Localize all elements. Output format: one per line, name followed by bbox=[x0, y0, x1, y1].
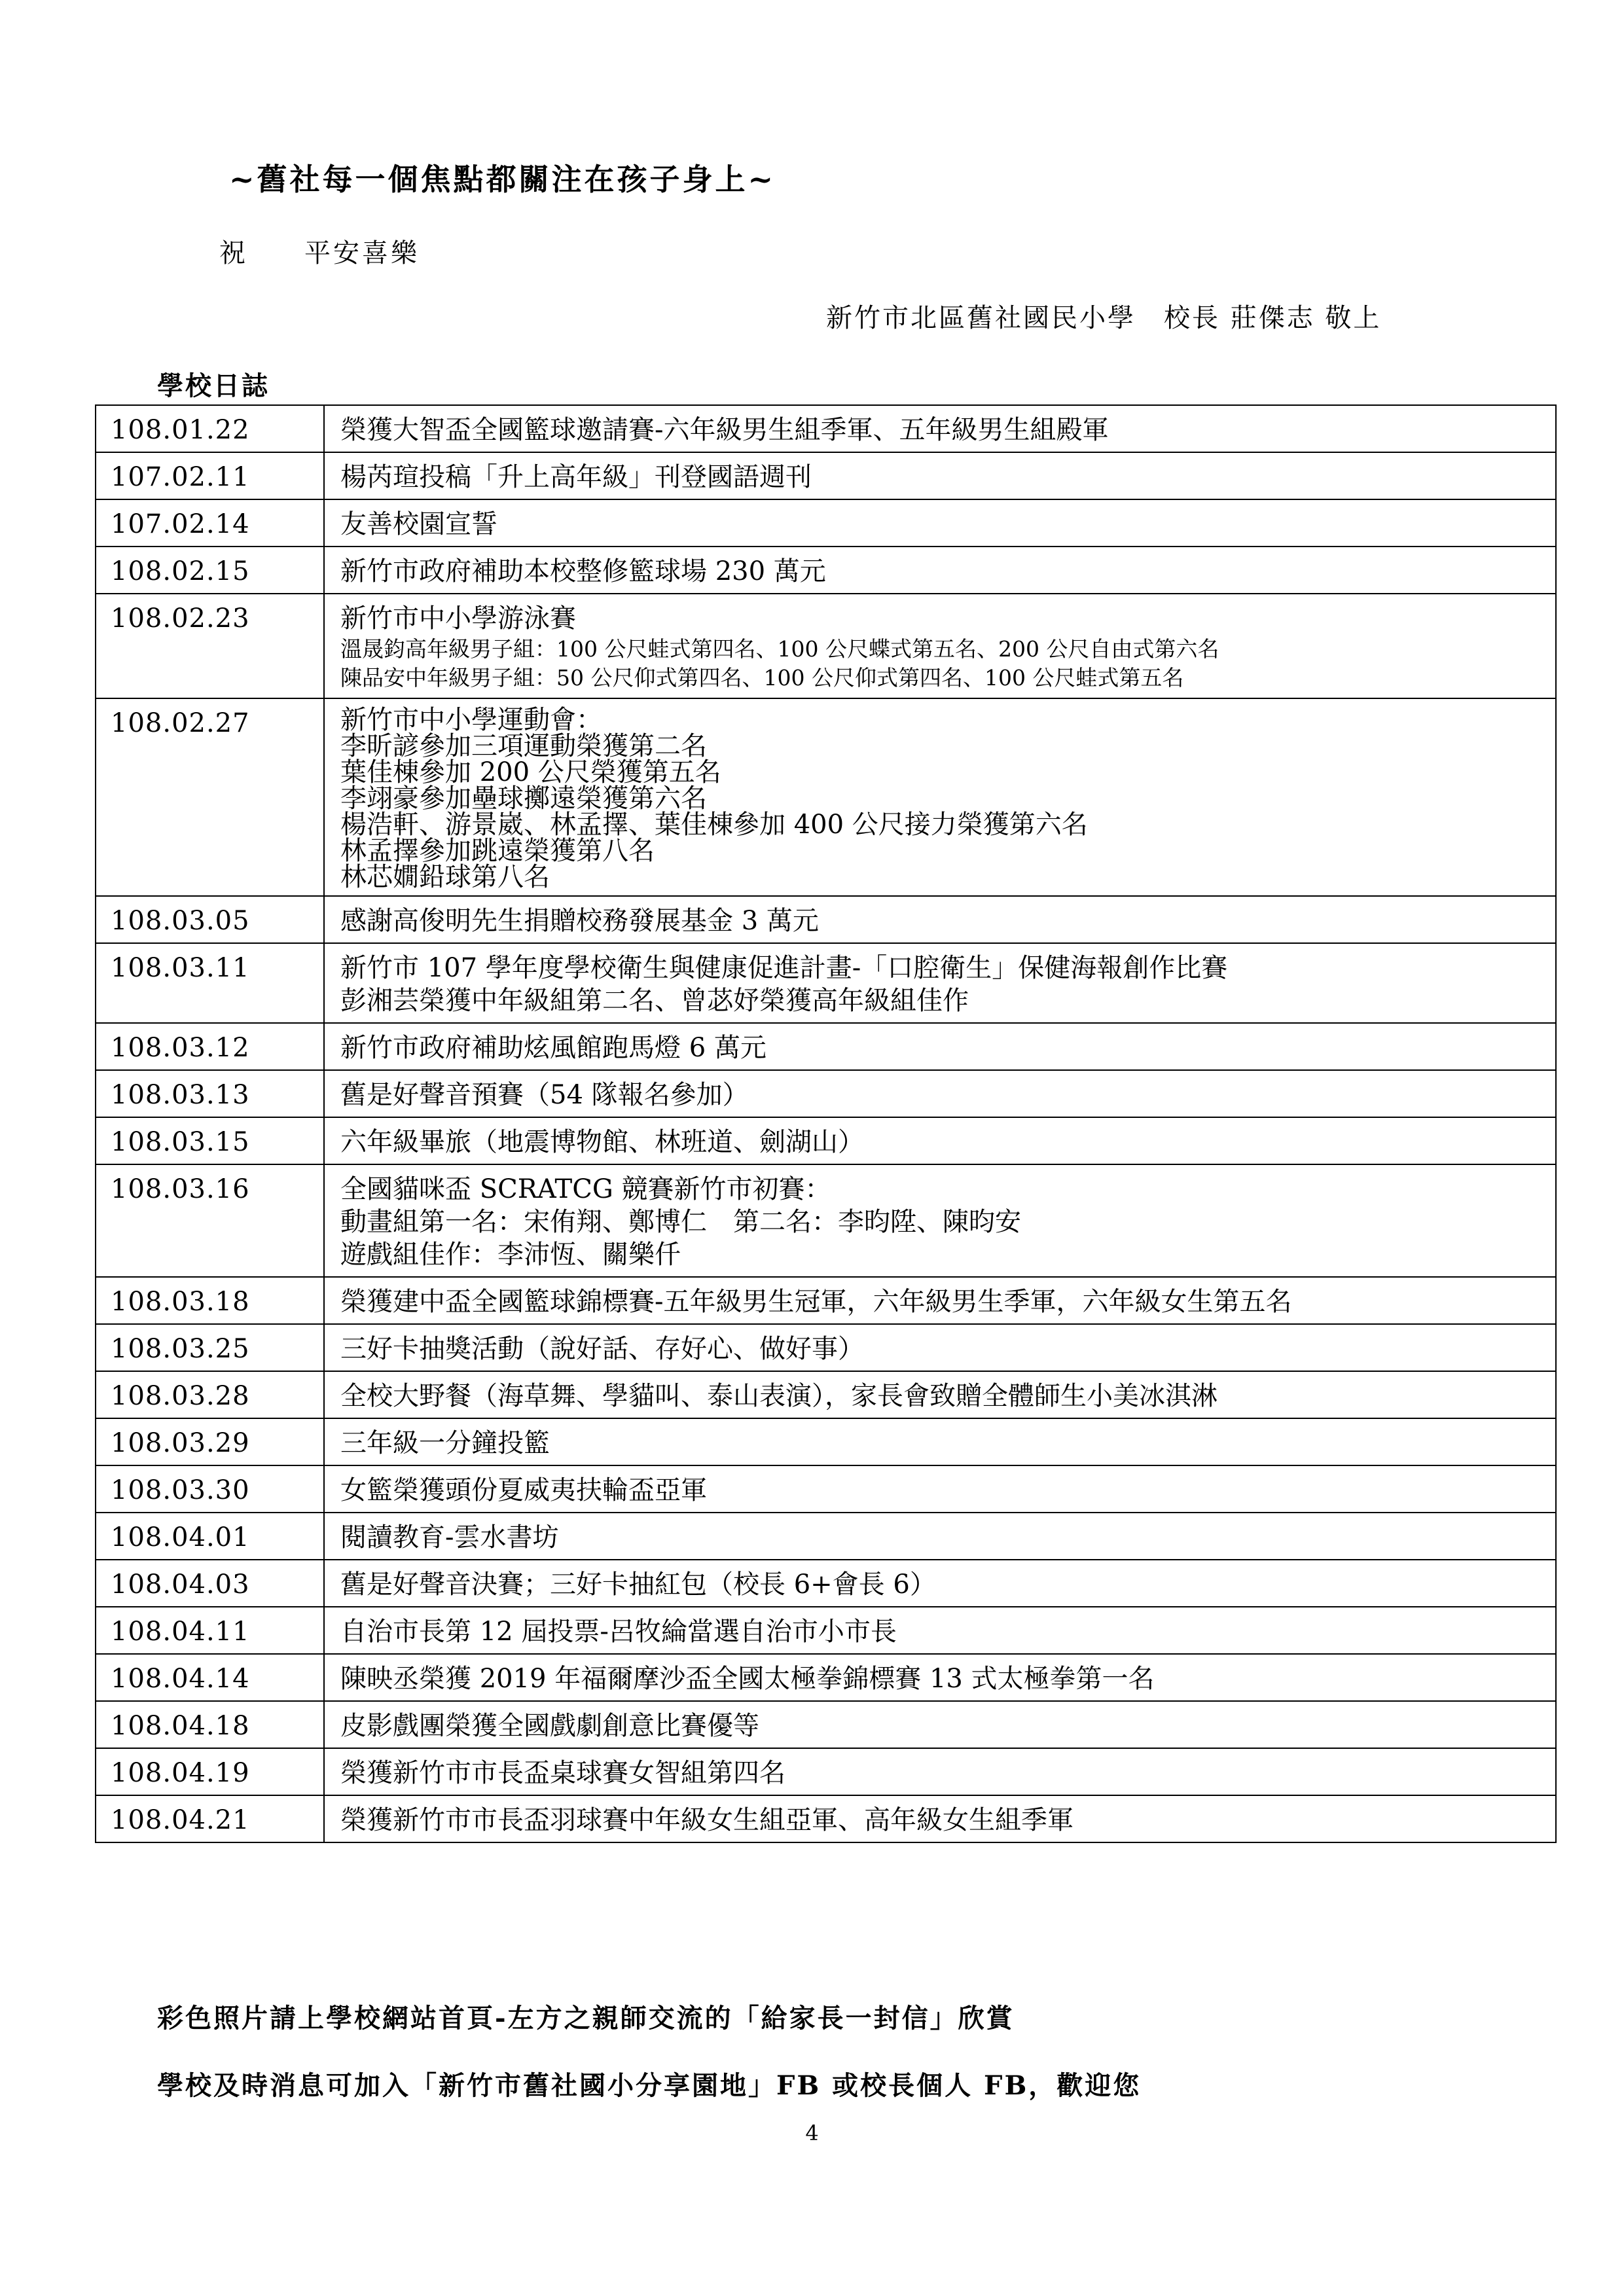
event-line: 六年級畢旅（地震博物館、林班道、劍湖山） bbox=[340, 1127, 864, 1157]
table-row bbox=[96, 405, 1556, 452]
row-event bbox=[324, 698, 1556, 896]
event-line: 李翊豪參加壘球擲遠榮獲第六名 bbox=[340, 783, 707, 814]
table-row bbox=[96, 1070, 1556, 1117]
row-event bbox=[324, 1465, 1556, 1513]
table-row bbox=[96, 1701, 1556, 1748]
event-line: 新竹市政府補助本校整修籃球場 230 萬元 bbox=[340, 556, 826, 586]
row-date: 108.04.14 bbox=[96, 1654, 324, 1701]
table-row bbox=[96, 594, 1556, 698]
event-line: 彭湘芸榮獲中年級組第二名、曾苾妤榮獲高年級組佳作 bbox=[340, 986, 969, 1016]
row-event bbox=[324, 594, 1556, 698]
row-date: 108.04.18 bbox=[96, 1701, 324, 1748]
event-line: 新竹市中小學運動會： bbox=[340, 705, 602, 735]
event-line: 榮獲建中盃全國籃球錦標賽-五年級男生冠軍，六年級男生季軍，六年級女生第五名 bbox=[340, 1287, 1292, 1317]
event-line: 皮影戲團榮獲全國戲劇創意比賽優等 bbox=[340, 1711, 759, 1741]
table-row bbox=[96, 1654, 1556, 1701]
row-event bbox=[324, 405, 1556, 452]
row-date: 107.02.11 bbox=[96, 452, 324, 499]
table-row bbox=[96, 1465, 1556, 1513]
greeting-word: 祝 bbox=[219, 238, 248, 268]
event-line: 楊浩軒、游景崴、林孟擇、葉佳棟參加 400 公尺接力榮獲第六名 bbox=[340, 810, 1088, 840]
row-date: 108.04.21 bbox=[96, 1795, 324, 1842]
table-row bbox=[96, 1560, 1556, 1607]
row-date: 108.03.29 bbox=[96, 1418, 324, 1465]
table-row bbox=[96, 698, 1556, 896]
event-line: 全校大野餐（海草舞、學貓叫、泰山表演），家長會致贈全體師生小美冰淇淋 bbox=[340, 1381, 1218, 1411]
row-event bbox=[324, 896, 1556, 943]
row-date: 108.03.28 bbox=[96, 1371, 324, 1418]
event-line: 閱讀教育-雲水書坊 bbox=[340, 1522, 559, 1552]
event-line: 林芯嫺鉛球第八名 bbox=[340, 862, 550, 892]
event-line: 自治市長第 12 屆投票-呂牧綸當選自治市小市長 bbox=[340, 1617, 897, 1647]
row-date: 107.02.14 bbox=[96, 499, 324, 547]
event-line: 遊戲組佳作：李沛恆、關樂仟 bbox=[340, 1240, 681, 1270]
event-line: 榮獲大智盃全國籃球邀請賽-六年級男生組季軍、五年級男生組殿軍 bbox=[340, 415, 1109, 445]
event-detail-line: 溫晟鈞高年級男子組：100 公尺蛙式第四名、100 公尺蝶式第五名、200 公尺自由式第六名 bbox=[340, 636, 1219, 662]
table-row bbox=[96, 1513, 1556, 1560]
row-event bbox=[324, 1748, 1556, 1795]
table-row bbox=[96, 499, 1556, 547]
event-line: 三好卡抽獎活動（說好話、存好心、做好事） bbox=[340, 1334, 864, 1364]
row-date: 108.03.15 bbox=[96, 1117, 324, 1164]
event-line: 新竹市 107 學年度學校衛生與健康促進計畫-「口腔衛生」保健海報創作比賽 bbox=[340, 953, 1228, 983]
photo-note: 彩色照片請上學校網站首頁-左方之親師交流的「給家長一封信」欣賞 bbox=[157, 2003, 1015, 2034]
row-date: 108.04.03 bbox=[96, 1560, 324, 1607]
diary-title: 學校日誌 bbox=[157, 370, 270, 401]
event-line: 楊芮瑄投稿「升上高年級」刊登國語週刊 bbox=[340, 462, 812, 492]
event-line: 感謝高俊明先生捐贈校務發展基金 3 萬元 bbox=[340, 906, 819, 936]
row-event bbox=[324, 1607, 1556, 1654]
event-line: 舊是好聲音決賽；三好卡抽紅包（校長 6+會長 6） bbox=[340, 1570, 936, 1600]
row-date: 108.03.18 bbox=[96, 1277, 324, 1324]
row-event bbox=[324, 1164, 1556, 1277]
event-line: 三年級一分鐘投籃 bbox=[340, 1428, 550, 1458]
row-event bbox=[324, 499, 1556, 547]
row-date: 108.04.01 bbox=[96, 1513, 324, 1560]
event-line: 陳映丞榮獲 2019 年福爾摩沙盃全國太極拳錦標賽 13 式太極拳第一名 bbox=[340, 1664, 1155, 1694]
table-row bbox=[96, 1748, 1556, 1795]
signature: 新竹市北區舊社國民小學 校長 莊傑志 敬上 bbox=[826, 303, 1382, 333]
row-event bbox=[324, 1513, 1556, 1560]
facebook-note: 學校及時消息可加入「新竹市舊社國小分享園地」FB 或校長個人 FB，歡迎您 bbox=[157, 2070, 1142, 2101]
greeting bbox=[219, 232, 420, 270]
row-event bbox=[324, 943, 1556, 1023]
row-date: 108.04.19 bbox=[96, 1748, 324, 1795]
event-line: 女籃榮獲頭份夏威夷扶輪盃亞軍 bbox=[340, 1475, 707, 1505]
row-date: 108.02.15 bbox=[96, 547, 324, 594]
row-event bbox=[324, 1371, 1556, 1418]
table-row bbox=[96, 1371, 1556, 1418]
event-line: 葉佳棟參加 200 公尺榮獲第五名 bbox=[340, 757, 721, 787]
row-event bbox=[324, 452, 1556, 499]
event-line: 林孟擇參加跳遠榮獲第八名 bbox=[340, 836, 655, 866]
row-date: 108.03.11 bbox=[96, 943, 324, 1023]
row-date: 108.03.25 bbox=[96, 1324, 324, 1371]
row-event bbox=[324, 1654, 1556, 1701]
row-event bbox=[324, 1277, 1556, 1324]
event-detail-line: 陳品安中年級男子組：50 公尺仰式第四名、100 公尺仰式第四名、100 公尺蛙式第五名 bbox=[340, 665, 1184, 691]
page-number: 4 bbox=[805, 2121, 819, 2145]
row-event bbox=[324, 547, 1556, 594]
table-row bbox=[96, 1795, 1556, 1842]
table-row bbox=[96, 1607, 1556, 1654]
event-line: 李昕諺參加三項運動榮獲第二名 bbox=[340, 731, 707, 761]
table-row bbox=[96, 1277, 1556, 1324]
table-row bbox=[96, 1117, 1556, 1164]
greeting-wish: 平安喜樂 bbox=[304, 238, 420, 268]
row-event bbox=[324, 1117, 1556, 1164]
table-row bbox=[96, 452, 1556, 499]
row-event bbox=[324, 1070, 1556, 1117]
event-line: 舊是好聲音預賽（54 隊報名參加） bbox=[340, 1080, 749, 1110]
row-event bbox=[324, 1701, 1556, 1748]
row-event bbox=[324, 1795, 1556, 1842]
row-date: 108.03.30 bbox=[96, 1465, 324, 1513]
table-row bbox=[96, 1418, 1556, 1465]
event-line: 新竹市中小學游泳賽 bbox=[340, 603, 576, 634]
row-event bbox=[324, 1560, 1556, 1607]
row-date: 108.03.12 bbox=[96, 1023, 324, 1070]
row-event bbox=[324, 1023, 1556, 1070]
row-date: 108.01.22 bbox=[96, 405, 324, 452]
table-row bbox=[96, 547, 1556, 594]
table-row bbox=[96, 896, 1556, 943]
event-line: 榮獲新竹市市長盃羽球賽中年級女生組亞軍、高年級女生組季軍 bbox=[340, 1805, 1074, 1835]
row-date: 108.02.23 bbox=[96, 594, 324, 698]
table-row bbox=[96, 1324, 1556, 1371]
row-date: 108.03.13 bbox=[96, 1070, 324, 1117]
table-row bbox=[96, 1023, 1556, 1070]
table-row bbox=[96, 943, 1556, 1023]
table-row bbox=[96, 1164, 1556, 1277]
row-date: 108.03.16 bbox=[96, 1164, 324, 1277]
row-event bbox=[324, 1324, 1556, 1371]
school-diary-table bbox=[95, 404, 1557, 1843]
event-line: 新竹市政府補助炫風館跑馬燈 6 萬元 bbox=[340, 1033, 767, 1063]
row-date: 108.03.05 bbox=[96, 896, 324, 943]
row-date: 108.02.27 bbox=[96, 698, 324, 896]
event-line: 全國貓咪盃 SCRATCG 競賽新竹市初賽： bbox=[340, 1174, 831, 1204]
row-date: 108.04.11 bbox=[96, 1607, 324, 1654]
event-line: 榮獲新竹市市長盃桌球賽女智組第四名 bbox=[340, 1758, 785, 1788]
event-line: 動畫組第一名：宋侑翔、鄭博仁 第二名：李昀陞、陳昀安 bbox=[340, 1207, 1021, 1237]
slogan: ~舊社每一個焦點都關注在孩子身上~ bbox=[229, 162, 776, 197]
event-line: 友善校園宣誓 bbox=[340, 509, 497, 539]
row-event bbox=[324, 1418, 1556, 1465]
